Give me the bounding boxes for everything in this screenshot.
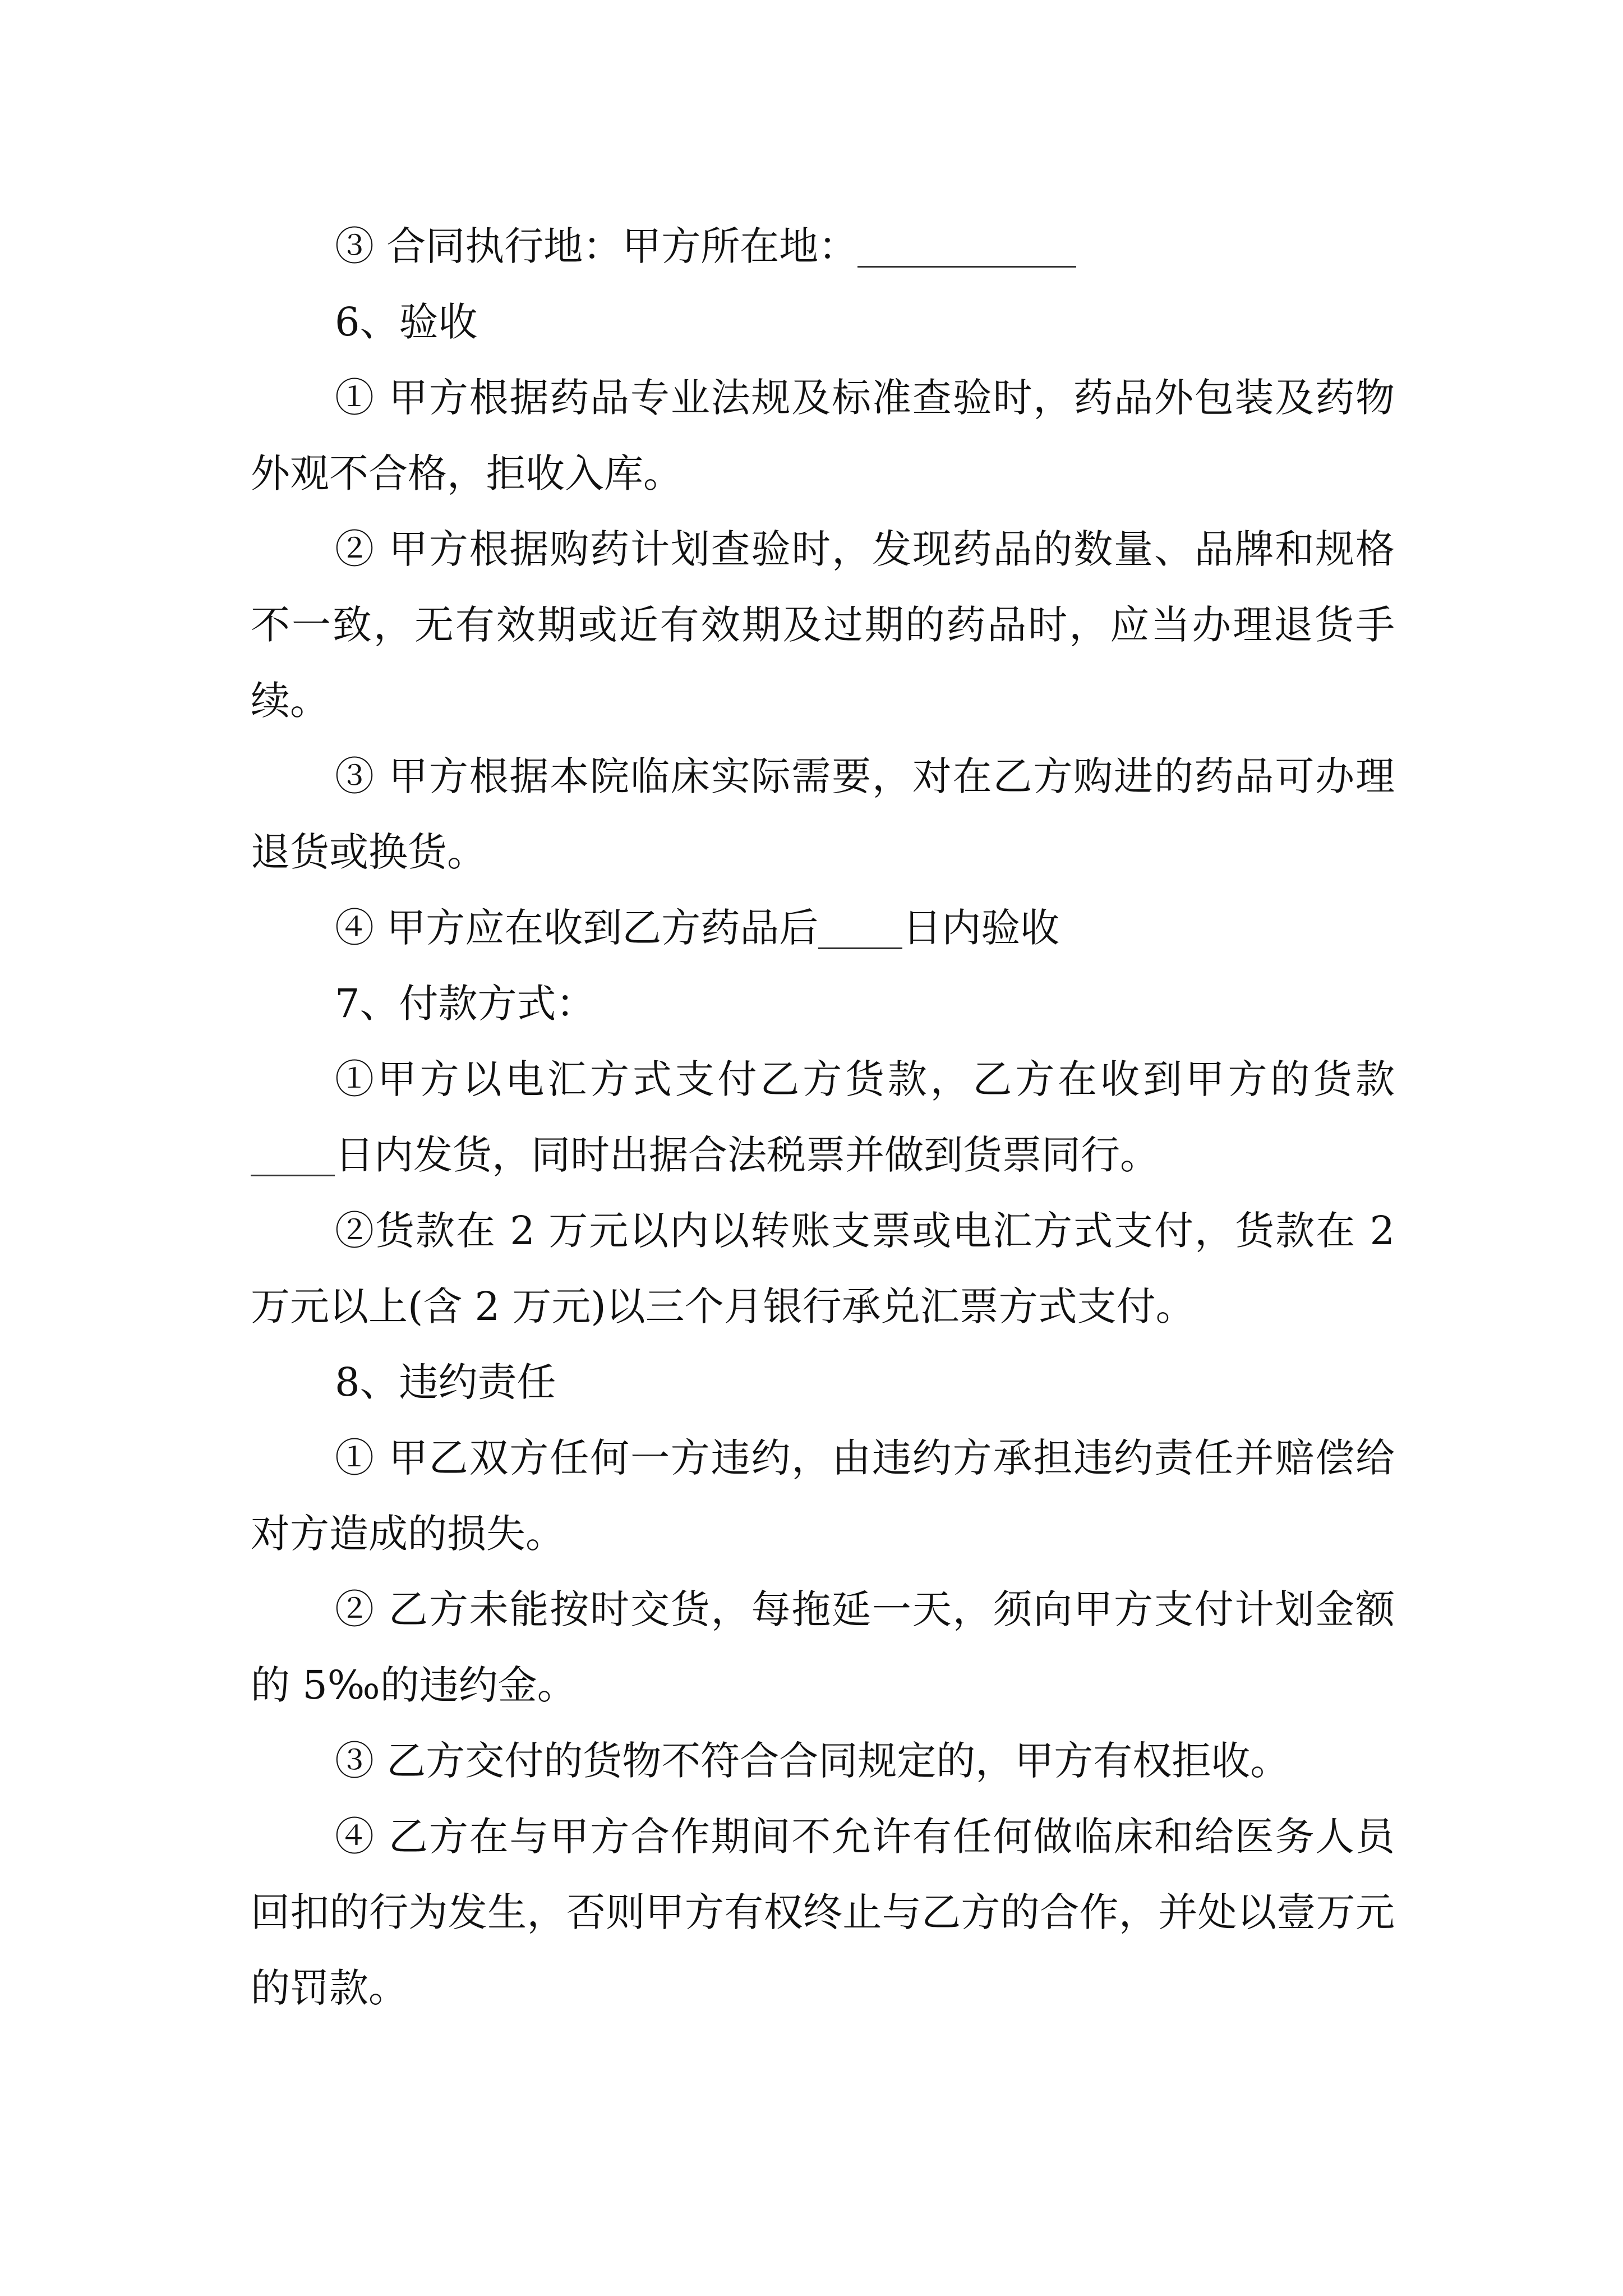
fill-in-blank xyxy=(857,227,1076,268)
paragraph-liability-1 xyxy=(251,1420,1395,1572)
document-page xyxy=(251,209,1395,2026)
paragraph-text: ②货款在 2 万元以内以转账支票或电汇方式支付，货款在 2 万元以上(含 2 万元)以三个月银行承兑汇票方式支付。 xyxy=(251,1208,1395,1329)
paragraph-text: 日内验收 xyxy=(902,905,1060,951)
paragraph-text: ① 甲方根据药品专业法规及标准查验时，药品外包装及药物外观不合格，拒收入库。 xyxy=(251,375,1395,496)
paragraph-payment-1 xyxy=(251,1042,1395,1193)
paragraph-liability-3 xyxy=(251,1723,1395,1799)
paragraph-acceptance-2 xyxy=(251,512,1395,739)
paragraph-text: ② 乙方未能按时交货，每拖延一天，须向甲方支付计划金额的 5‰的违约金。 xyxy=(251,1586,1395,1708)
paragraph-text: ③ 乙方交付的货物不符合合同规定的，甲方有权拒收。 xyxy=(335,1738,1290,1784)
section-heading-acceptance xyxy=(251,284,1395,360)
paragraph-text: ④ 甲方应在收到乙方药品后 xyxy=(335,905,819,951)
fill-in-blank xyxy=(818,908,902,949)
paragraph-acceptance-3 xyxy=(251,739,1395,890)
paragraph-liability-4 xyxy=(251,1799,1395,2026)
heading-text: 8、违约责任 xyxy=(335,1359,556,1405)
paragraph-text: ① 甲乙双方任何一方违约，由违约方承担违约责任并赔偿给对方造成的损失。 xyxy=(251,1435,1395,1557)
paragraph-text: ② 甲方根据购药计划查验时，发现药品的数量、品牌和规格不一致，无有效期或近有效期及过期的药品时，应当办理退货手续。 xyxy=(251,526,1395,724)
paragraph-contract-place xyxy=(251,209,1395,284)
paragraph-text: ③ 甲方根据本院临床实际需要，对在乙方购进的药品可办理退货或换货。 xyxy=(251,753,1395,875)
section-heading-payment xyxy=(251,966,1395,1042)
paragraph-payment-2 xyxy=(251,1193,1395,1345)
fill-in-blank xyxy=(251,1135,335,1176)
paragraph-acceptance-4 xyxy=(251,890,1395,966)
paragraph-text: ③ 合同执行地：甲方所在地： xyxy=(335,223,858,269)
paragraph-liability-2 xyxy=(251,1572,1395,1723)
heading-text: 6、验收 xyxy=(335,299,478,345)
paragraph-text: 日内发货，同时出据合法税票并做到货票同行。 xyxy=(335,1132,1159,1178)
paragraph-text: ①甲方以电汇方式支付乙方货款，乙方在收到甲方的货款 xyxy=(335,1056,1395,1102)
heading-text: 7、付款方式： xyxy=(335,981,596,1027)
paragraph-acceptance-1 xyxy=(251,360,1395,512)
paragraph-text: ④ 乙方在与甲方合作期间不允许有任何做临床和给医务人员回扣的行为发生，否则甲方有权终止与乙方的合作，并处以壹万元的罚款。 xyxy=(251,1814,1395,2011)
section-heading-liability xyxy=(251,1345,1395,1420)
